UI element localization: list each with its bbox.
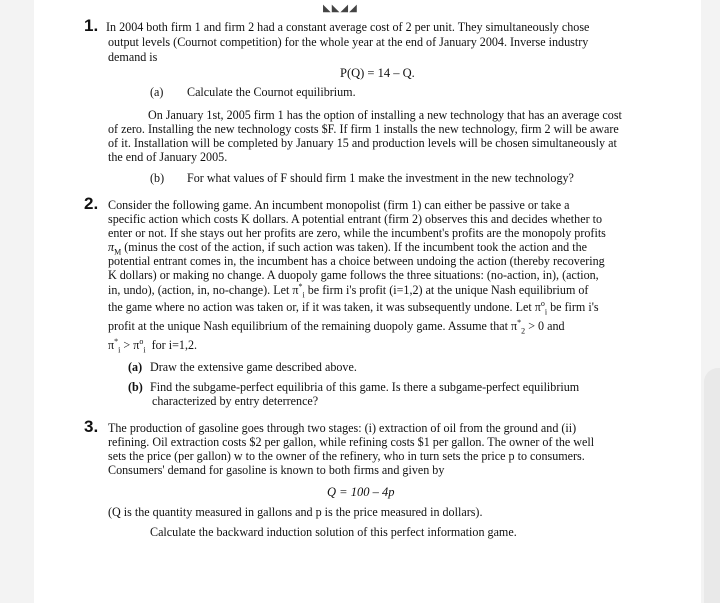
problem-1-part-b: For what values of F should firm 1 make the investment in the new technology? <box>187 171 574 185</box>
demand-equation: P(Q) = 14 – Q. <box>340 66 415 80</box>
part-label: (b) <box>150 171 165 185</box>
problem-2-line: K dollars) or making no change. A duopoly game follows the three situations: (no-action, in), (action, <box>108 268 599 282</box>
problem-2-line: Consider the following game. An incumbent monopolist (firm 1) can either be passive or take a <box>108 198 570 212</box>
problem-3-note: (Q is the quantity measured in gallons and p is the price measured in dollars). <box>108 505 483 519</box>
problem-2-line: enter or not. If she stays out her profits are zero, while the incumbent's profits are the monopoly profits <box>108 226 606 240</box>
problem-1-line: On January 1st, 2005 firm 1 has the option of installing a new technology that has an average cost <box>148 108 622 122</box>
problem-2-part-a: Draw the extensive game described above. <box>150 360 357 374</box>
problem-3-line: sets the price (per gallon) w to the owner of the refinery, who in turn sets the price p to consumers. <box>108 449 585 463</box>
problem-3-line: The production of gasoline goes through two stages: (i) extraction of oil from the ground and (ii) <box>108 421 577 435</box>
problem-1-line: of it. Installation will be completed by January 15 and production levels will be chosen simultaneously at <box>108 136 617 150</box>
part-label: (a) <box>128 360 143 374</box>
problem-2-line: $\pi_M$ (minus the cost of the action, if such action was taken). If the incumbent took the action and the <box>108 240 588 257</box>
problem-1-line: demand is <box>108 50 158 64</box>
part-label: (a) <box>150 85 164 99</box>
problem-2-number: 2. <box>84 194 99 213</box>
problem-1-line: the end of January 2005. <box>108 150 228 164</box>
problem-3-line: Consumers' demand for gasoline is known to both firms and given by <box>108 463 445 477</box>
problem-1-line: output levels (Cournot competition) for the whole year at the end of January 2004. Inverse industry <box>108 35 589 49</box>
problem-1-line: In 2004 both firm 1 and firm 2 had a constant average cost of 2 per unit. They simultaneously chose <box>106 20 590 34</box>
scroll-edge[interactable] <box>704 368 720 603</box>
problem-2-line: specific action which costs K dollars. A potential entrant (firm 2) observes this and decides whether to <box>108 212 603 226</box>
problem-2-part-b: Find the subgame-perfect equilibria of this game. Is there a subgame-perfect equilibrium <box>150 380 580 394</box>
problem-3-question: Calculate the backward induction solution of this perfect information game. <box>150 525 517 539</box>
problem-3-line: refining. Oil extraction costs $2 per gallon, while refining costs $1 per gallon. The owner of the well <box>108 435 595 449</box>
problem-3-number: 3. <box>84 417 99 436</box>
problem-2-line: the game where no action was taken or, if it was taken, it was subsequently undone. Let $\pi^o_i$ be firm i's <box>108 298 599 317</box>
part-label: (b) <box>128 380 143 394</box>
problem-1-number: 1. <box>84 16 99 35</box>
problem-2-line: in, undo), (action, in, no-change). Let $\pi^*_i$ be firm i's profit (i=1,2) at the unique Nash equilibrium of <box>108 281 589 300</box>
demand-equation: Q = 100 – 4p <box>327 485 395 499</box>
problem-2-part-b: characterized by entry deterrence? <box>152 394 319 408</box>
problem-1-line: of zero. Installing the new technology costs $F. If firm 1 installs the new technology, firm 2 will be aware <box>108 122 619 136</box>
header-decoration: ◣◣◢◢ <box>323 3 358 14</box>
problem-2-line: profit at the unique Nash equilibrium of the remaining duopoly game. Assume that $\pi^*_2 > 0$ and <box>108 317 565 336</box>
problem-2-line: potential entrant comes in, the incumbent has a choice between undoing the action (thereby recovering <box>108 254 605 268</box>
problem-2-line: $\pi^*_i > \pi^o_i$ for i=1,2. <box>108 336 198 355</box>
problem-1-part-a: Calculate the Cournot equilibrium. <box>187 85 356 99</box>
